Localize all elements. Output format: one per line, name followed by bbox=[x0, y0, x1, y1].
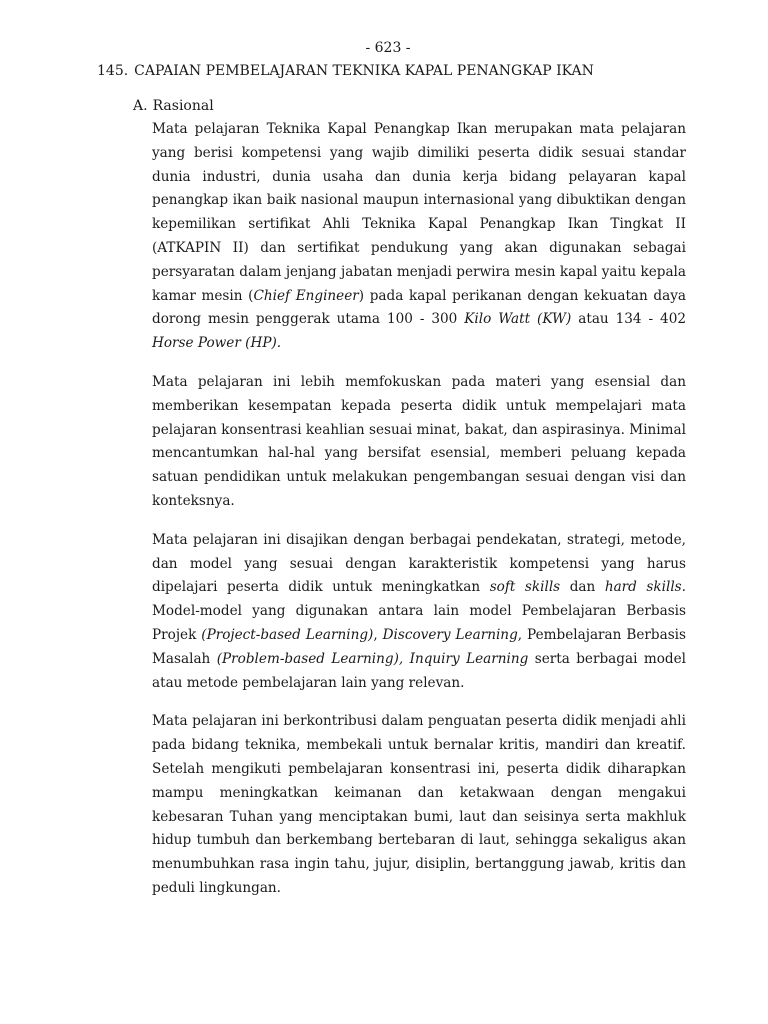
section-body bbox=[152, 118, 686, 901]
chapter-heading bbox=[97, 60, 594, 82]
paragraph-italic-text: Kilo Watt (KW) bbox=[464, 311, 572, 328]
paragraph-text: , bbox=[373, 626, 383, 643]
paragraph-text: ) pada kapal perikanan dengan kekuatan daya dorong mesin penggerak utama 100 - 300 bbox=[152, 287, 687, 328]
paragraph-text: Model-model yang digunakan antara lain model Pembelajaran Berbasis Projek bbox=[152, 603, 686, 643]
paragraph-italic-text: Discovery Learning bbox=[382, 626, 518, 643]
paragraph-italic-text: soft skills bbox=[489, 579, 561, 596]
page-number: - 623 - bbox=[365, 40, 411, 56]
paragraph-italic-text: Horse Power (HP). bbox=[152, 335, 282, 352]
paragraph bbox=[152, 529, 686, 696]
paragraph-text: atau 134 - 402 bbox=[571, 311, 687, 328]
paragraph-italic-text: hard skills. bbox=[604, 579, 686, 596]
paragraph-text: Mata pelajaran ini berkontribusi dalam penguatan peserta didik menjadi ahli pada bidang teknika, membekali untuk bernalar kritis, mandiri dan kreatif. Setelah mengikuti pembelajaran konsentrasi ini, peserta didik diharapkan mampu meningkatkan keimanan dan ketakwaan dengan mengakui kebesaran Tuhan yang menciptakan bumi, laut dan seisinya serta makhluk hidup tumbuh dan berkembang bertebaran di laut, sehingga sekaligus akan menumbuhkan rasa ingin tahu, jujur, disiplin, bertanggung jawab, kritis dan peduli lingkungan. bbox=[152, 713, 686, 896]
paragraph-text: Mata pelajaran Teknika Kapal Penangkap Ikan merupakan mata pelajaran yang berisi kompetensi yang wajib dimiliki peserta didik sesuai standar dunia industri, dunia usaha dan dunia kerja bidang pelayaran kapal penangkap ikan baik nasional maupun internasional yang dibuktikan dengan kepemilikan sertifikat Ahli Teknika Kapal Penangkap Ikan Tingkat II (ATKAPIN II) dan sertifikat pendukung yang akan digunakan sebagai persyaratan dalam jenjang jabatan menjadi perwira mesin kapal yaitu kepala kamar mesin ( bbox=[152, 121, 686, 304]
paragraph-text: dan bbox=[560, 579, 605, 596]
paragraph bbox=[152, 118, 686, 356]
paragraph-italic-text: (Problem-based Learning), Inquiry Learning bbox=[216, 650, 529, 667]
chapter-number: 145. bbox=[97, 63, 129, 79]
paragraph-italic-text: (Project-based Learning) bbox=[201, 626, 374, 643]
paragraph-italic-text: Chief Engineer bbox=[253, 287, 359, 304]
paragraph-text: serta berbagai model atau metode pembelajaran lain yang relevan. bbox=[152, 650, 686, 691]
paragraph-text: Mata pelajaran ini disajikan dengan berbagai pendekatan, strategi, metode, dan model yang sesuai dengan karakteristik kompetensi yang harus dipelajari peserta didik untuk meningkatkan bbox=[152, 531, 686, 596]
paragraph bbox=[152, 710, 686, 900]
section-title: Rasional bbox=[152, 98, 214, 114]
section-letter: A. bbox=[133, 98, 148, 114]
chapter-title: CAPAIAN PEMBELAJARAN TEKNIKA KAPAL PENANGKAP IKAN bbox=[134, 63, 594, 79]
paragraph-text: , Pembelajaran Berbasis Masalah bbox=[152, 626, 686, 667]
paragraph-text: Mata pelajaran ini lebih memfokuskan pada materi yang esensial dan memberikan kesempatan kepada peserta didik untuk mempelajari mata pelajaran konsentrasi keahlian sesuai minat, bakat, dan aspirasinya. Minimal mencantumkan hal-hal yang bersifat esensial, memberi peluang kepada satuan pendidikan untuk melakukan pengembangan sesuai dengan visi dan konteksnya. bbox=[152, 373, 686, 509]
paragraph bbox=[152, 371, 686, 514]
section-heading bbox=[133, 95, 214, 117]
